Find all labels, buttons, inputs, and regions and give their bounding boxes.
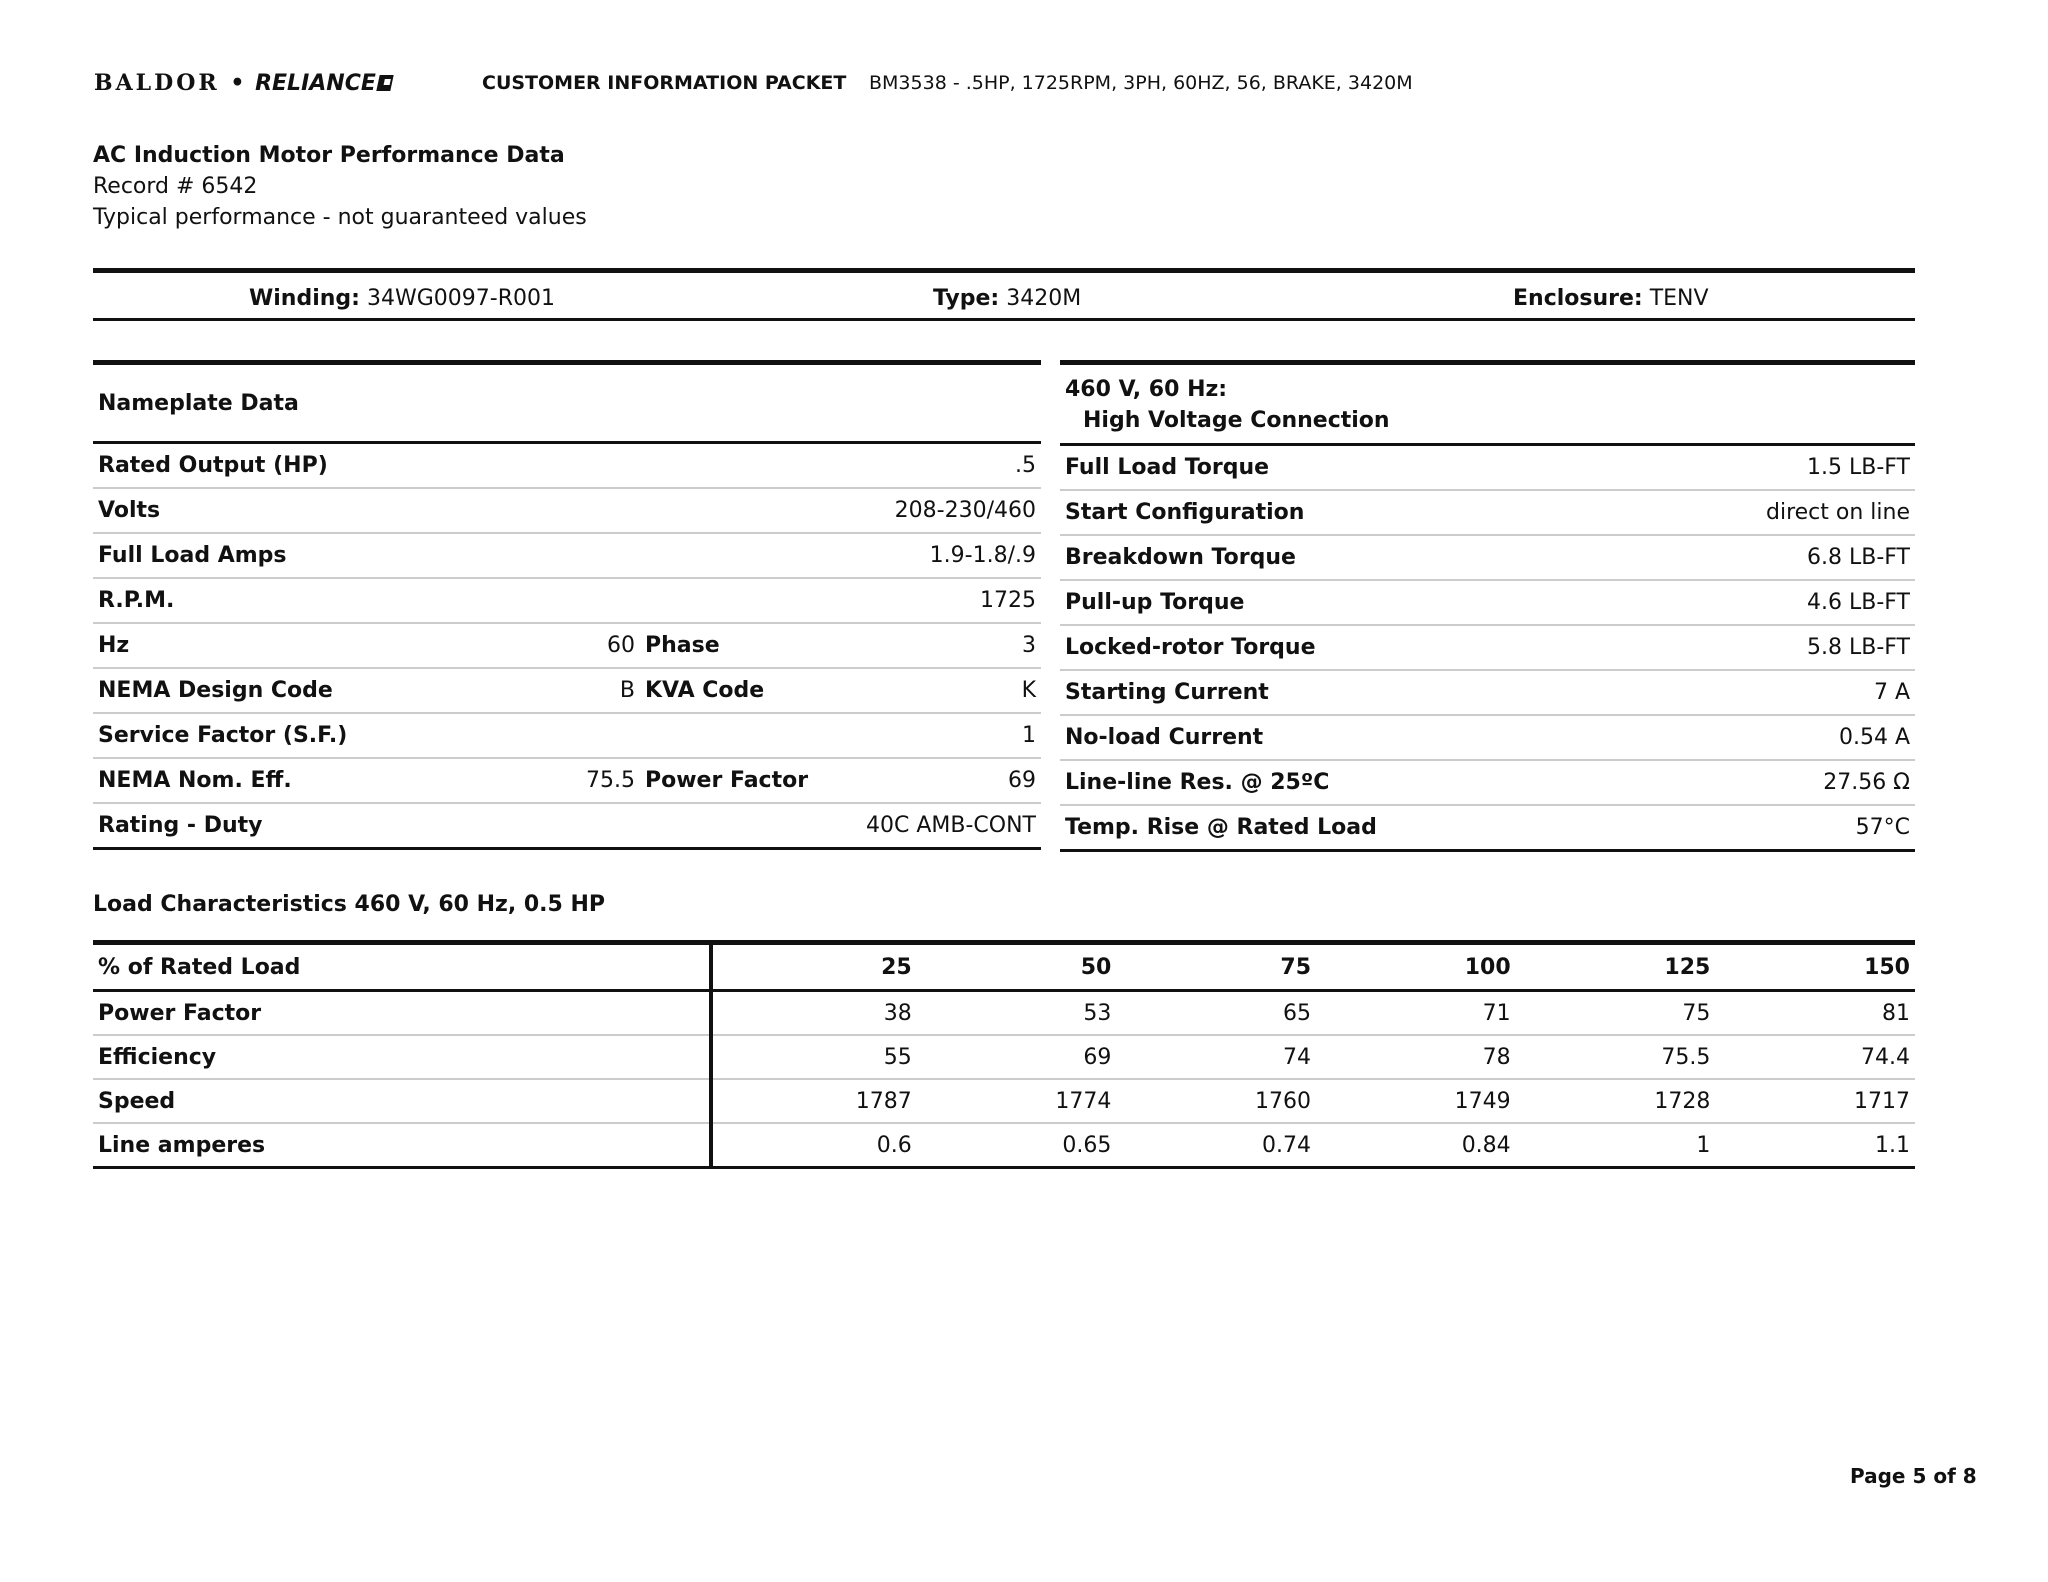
cell: 75.5 [1516, 1035, 1716, 1079]
row-label: Line amperes [93, 1123, 711, 1168]
row-value-a: 60 [573, 623, 640, 668]
heading-line-1: 460 V, 60 Hz: [1065, 377, 1228, 402]
performance-note: Typical performance - not guaranteed values [93, 205, 587, 230]
table-row [93, 533, 1041, 578]
row-value-a: B [573, 668, 640, 713]
row-value: .5 [837, 443, 1041, 489]
table-row [1060, 580, 1915, 625]
cell: 0.84 [1316, 1123, 1516, 1168]
table-row [93, 443, 1041, 489]
record-number: Record # 6542 [93, 174, 258, 199]
cell: 1717 [1715, 1079, 1915, 1123]
page-title: AC Induction Motor Performance Data [93, 143, 565, 168]
row-value: 1725 [837, 578, 1041, 623]
cell: 74 [1116, 1035, 1316, 1079]
table-row [93, 578, 1041, 623]
brand-separator: • [230, 70, 245, 96]
row-label: Full Load Amps [93, 533, 573, 578]
table-header-row [93, 363, 1041, 443]
brand-right: RELIANCE [255, 71, 376, 96]
row-value: direct on line [1638, 490, 1915, 535]
row-label: R.P.M. [93, 578, 573, 623]
cell: 75 [1516, 991, 1716, 1036]
title-block [93, 140, 587, 233]
cell: 65 [1116, 991, 1316, 1036]
row-label: Service Factor (S.F.) [93, 713, 573, 758]
row-label-b: KVA Code [640, 668, 837, 713]
winding-info [249, 286, 555, 311]
cell: 1774 [917, 1079, 1117, 1123]
row-value: K [837, 668, 1041, 713]
cell: 1728 [1516, 1079, 1716, 1123]
column-header: 100 [1316, 943, 1516, 991]
cell: 74.4 [1715, 1035, 1915, 1079]
row-label: Starting Current [1060, 670, 1638, 715]
model-line: BM3538 - .5HP, 1725RPM, 3PH, 60HZ, 56, BRAKE, 3420M [869, 72, 1413, 94]
winding-value: 34WG0097-R001 [366, 286, 555, 311]
load-characteristics-title: Load Characteristics 460 V, 60 Hz, 0.5 HP [93, 892, 606, 917]
table-row [1060, 805, 1915, 851]
row-value: 6.8 LB-FT [1638, 535, 1915, 580]
brand-logo [94, 70, 392, 96]
type-label: Type: [933, 286, 1000, 311]
cell: 69 [917, 1035, 1117, 1079]
packet-title: CUSTOMER INFORMATION PACKET [482, 72, 847, 94]
row-label: Rated Output (HP) [93, 443, 573, 489]
row-label: Line-line Res. @ 25ºC [1060, 760, 1638, 805]
table-row [1060, 445, 1915, 491]
page-number: Page 5 of 8 [1850, 1464, 1977, 1488]
row-label: Power Factor [93, 991, 711, 1036]
row-label: Breakdown Torque [1060, 535, 1638, 580]
cell: 0.65 [917, 1123, 1117, 1168]
row-value: 57°C [1638, 805, 1915, 851]
row-label: No-load Current [1060, 715, 1638, 760]
high-voltage-table [1060, 360, 1915, 852]
row-label: Locked-rotor Torque [1060, 625, 1638, 670]
table-row [93, 991, 1915, 1036]
cell: 1787 [711, 1079, 917, 1123]
row-value: 0.54 A [1638, 715, 1915, 760]
row-value: 3 [837, 623, 1041, 668]
row-value: 40C AMB-CONT [837, 803, 1041, 849]
row-label: Temp. Rise @ Rated Load [1060, 805, 1638, 851]
nameplate-table [93, 360, 1041, 850]
table-row [93, 1035, 1915, 1079]
row-label: Volts [93, 488, 573, 533]
brand-left: BALDOR [94, 70, 220, 96]
winding-label: Winding: [249, 286, 360, 311]
row-value: 208-230/460 [837, 488, 1041, 533]
header-label: % of Rated Load [93, 943, 711, 991]
row-value: 1.5 LB-FT [1638, 445, 1915, 491]
row-label: Full Load Torque [1060, 445, 1638, 491]
table-row [1060, 760, 1915, 805]
cell: 71 [1316, 991, 1516, 1036]
cell: 1749 [1316, 1079, 1516, 1123]
table-row [93, 713, 1041, 758]
table-row [1060, 535, 1915, 580]
cell: 53 [917, 991, 1117, 1036]
winding-band [93, 268, 1915, 321]
row-label: Rating - Duty [93, 803, 573, 849]
table-row [93, 488, 1041, 533]
row-label: Hz [93, 623, 573, 668]
table-row [93, 758, 1041, 803]
table-row [93, 1079, 1915, 1123]
row-label: NEMA Design Code [93, 668, 573, 713]
row-label: NEMA Nom. Eff. [93, 758, 573, 803]
enclosure-info [1513, 286, 1709, 311]
brand-mark-icon [376, 75, 393, 91]
table-row [1060, 715, 1915, 760]
row-value: 27.56 Ω [1638, 760, 1915, 805]
row-label-b: Phase [640, 623, 837, 668]
row-value: 7 A [1638, 670, 1915, 715]
enclosure-label: Enclosure: [1513, 286, 1643, 311]
row-value: 1 [837, 713, 1041, 758]
row-label: Pull-up Torque [1060, 580, 1638, 625]
row-value: 4.6 LB-FT [1638, 580, 1915, 625]
row-label: Start Configuration [1060, 490, 1638, 535]
page-header [94, 70, 1994, 104]
column-header: 50 [917, 943, 1117, 991]
table-header-row [93, 943, 1915, 991]
cell: 0.6 [711, 1123, 917, 1168]
row-value-a: 75.5 [573, 758, 640, 803]
table-row [93, 1123, 1915, 1168]
table-row [93, 803, 1041, 849]
column-header: 25 [711, 943, 917, 991]
type-info [933, 286, 1081, 311]
row-label: Speed [93, 1079, 711, 1123]
table-row [1060, 490, 1915, 535]
table-row [1060, 670, 1915, 715]
column-header: 150 [1715, 943, 1915, 991]
table-header-row [1060, 363, 1915, 445]
cell: 55 [711, 1035, 917, 1079]
row-value: 69 [837, 758, 1041, 803]
table-row [93, 668, 1041, 713]
cell: 1 [1516, 1123, 1716, 1168]
high-voltage-heading [1060, 363, 1915, 445]
cell: 1.1 [1715, 1123, 1915, 1168]
table-row [1060, 625, 1915, 670]
cell: 0.74 [1116, 1123, 1316, 1168]
cell: 78 [1316, 1035, 1516, 1079]
cell: 1760 [1116, 1079, 1316, 1123]
heading-line-2: High Voltage Connection [1083, 408, 1390, 433]
column-header: 75 [1116, 943, 1316, 991]
row-label: Efficiency [93, 1035, 711, 1079]
cell: 38 [711, 991, 917, 1036]
row-label-b: Power Factor [640, 758, 837, 803]
cell: 81 [1715, 991, 1915, 1036]
column-header: 125 [1516, 943, 1716, 991]
table-row [93, 623, 1041, 668]
row-value: 5.8 LB-FT [1638, 625, 1915, 670]
row-value: 1.9-1.8/.9 [837, 533, 1041, 578]
type-value: 3420M [1006, 286, 1082, 311]
enclosure-value: TENV [1649, 286, 1709, 311]
load-characteristics-table [93, 940, 1915, 1169]
nameplate-heading: Nameplate Data [93, 363, 1041, 443]
